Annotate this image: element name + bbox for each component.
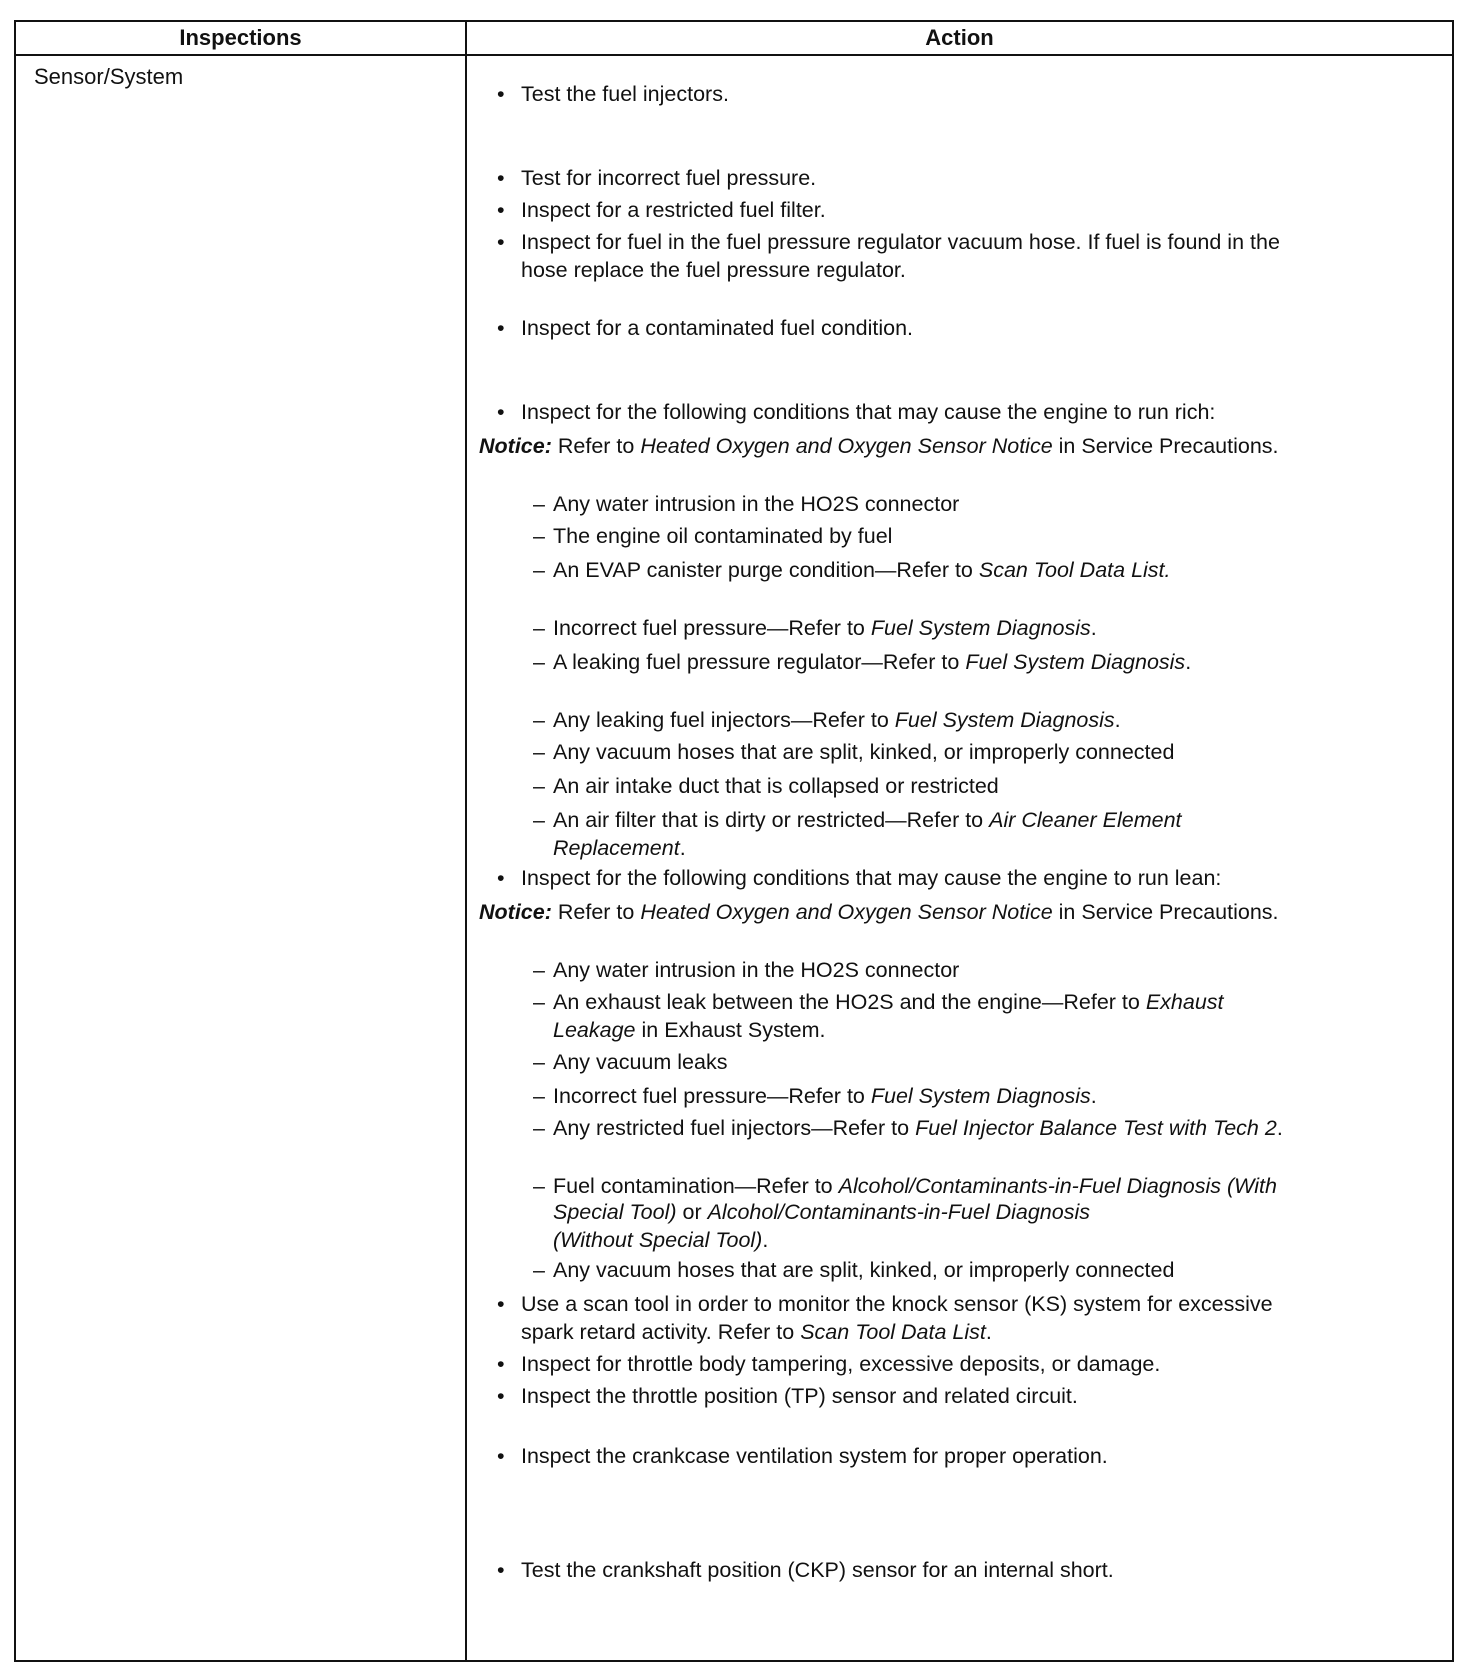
dash-icon: – <box>533 808 545 832</box>
dash-icon: – <box>533 558 545 582</box>
dash-icon: – <box>533 774 545 798</box>
dash-icon: – <box>533 740 545 764</box>
dash-icon: – <box>533 1116 545 1140</box>
bullet-icon: • <box>497 866 505 890</box>
bullet-icon: • <box>497 82 505 106</box>
bullet-icon: • <box>497 1444 505 1468</box>
list-item-continuation: hose replace the fuel pressure regulator. <box>521 258 906 282</box>
bullet-icon: • <box>497 1558 505 1582</box>
dash-icon: – <box>533 524 545 548</box>
list-item-continuation: (Without Special Tool). <box>553 1228 769 1252</box>
list-item-continuation: Replacement. <box>553 836 686 860</box>
bullet-icon: • <box>497 400 505 424</box>
dash-icon: – <box>533 492 545 516</box>
dash-icon: – <box>533 958 545 982</box>
dash-icon: – <box>533 708 545 732</box>
bullet-icon: • <box>497 166 505 190</box>
dash-icon: – <box>533 1050 545 1074</box>
action-cell: • Test the fuel injectors. • Test for incorrect fuel pressure. • Inspect for a restricted fuel filter. • Inspect for fuel in the fuel pressure regulator vacuum hose. If fuel is found in the hose replace the fuel pressure regulator. • Inspect for a contaminated fuel condition. • Inspect for the following conditions that may cause the engine to run rich: Notice: Refer to Heated Oxygen and Oxygen Sensor Notice in Service Precautions. – Any water intrusion in the HO2S connector – The engine oil contaminated by fuel – An EVAP canister purge condition—Refer to Scan Tool Data List. – Incorrect fuel pressure—Refer to Fuel System Diagnosis. – A leaking fuel pressure regulator—Refer to Fuel System Diagnosis. – Any leaking fuel injectors—Refer to Fuel System Diagnosis. – Any vacuum hoses that are split, kinked, or improperly connected – An air intake duct that is collapsed or restricted – An air filter that is dirty or restricted—Refer to Air Cleaner Element Replacement. • Inspect for the following conditions that may cause the engine to run lean: Notice: Refer to Heated Oxygen and Oxygen Sensor Notice in Service Precautions. – Any water intrusion in the HO2S connector – An exhaust leak between the HO2S and the engine—Refer to Exhaust Leakage in Exhaust System. – Any vacuum leaks – Incorrect fuel pressure—Refer to Fuel System Diagnosis. – Any restricted fuel injectors—Refer to Fuel Injector Balance Test with Tech 2. – Fuel contamination—Refer to Alcohol/Contaminants-in-Fuel Diagnosis (With Special Tool) or Alcohol/Contaminants-in-Fuel Diagnosis (Without Special Tool). – Any vacuum hoses that are split, kinked, or improperly connected • Use a scan tool in order to monitor the knock sensor (KS) system for excessive spark retard activity. Refer to Scan Tool Data List. • Inspect for throttle body tampering, excessive deposits, or damage. • Inspect the throttle position (TP) sensor and related circuit. • Inspect the crankcase ventilation system for proper operation. • Test the crankshaft position (CKP) sensor for an internal short. <box>467 56 1452 1660</box>
list-item-continuation: Leakage in Exhaust System. <box>553 1018 826 1042</box>
bullet-icon: • <box>497 316 505 340</box>
list-item-continuation: spark retard activity. Refer to Scan Tool Data List. <box>521 1320 992 1344</box>
dash-icon: – <box>533 990 545 1014</box>
bullet-icon: • <box>497 1384 505 1408</box>
dash-icon: – <box>533 650 545 674</box>
bullet-icon: • <box>497 1352 505 1376</box>
notice-label: Notice: <box>479 900 552 924</box>
dash-icon: – <box>533 1084 545 1108</box>
bullet-icon: • <box>497 230 505 254</box>
list-item-continuation: Special Tool) or Alcohol/Contaminants-in-Fuel Diagnosis <box>553 1200 1090 1224</box>
header-action: Action <box>925 25 994 50</box>
bullet-icon: • <box>497 1292 505 1316</box>
dash-icon: – <box>533 1258 545 1282</box>
bullet-icon: • <box>497 198 505 222</box>
inspection-value: Sensor/System <box>34 64 184 89</box>
inspection-table <box>14 20 1454 1662</box>
notice-label: Notice: <box>479 434 552 458</box>
dash-icon: – <box>533 1174 545 1198</box>
header-inspections: Inspections <box>179 25 302 50</box>
notice-lean: Notice: Refer to Heated Oxygen and Oxygen Sensor Notice in Service Precautions. <box>479 900 1279 924</box>
notice-rich: Notice: Refer to Heated Oxygen and Oxygen Sensor Notice in Service Precautions. <box>479 434 1279 458</box>
dash-icon: – <box>533 616 545 640</box>
